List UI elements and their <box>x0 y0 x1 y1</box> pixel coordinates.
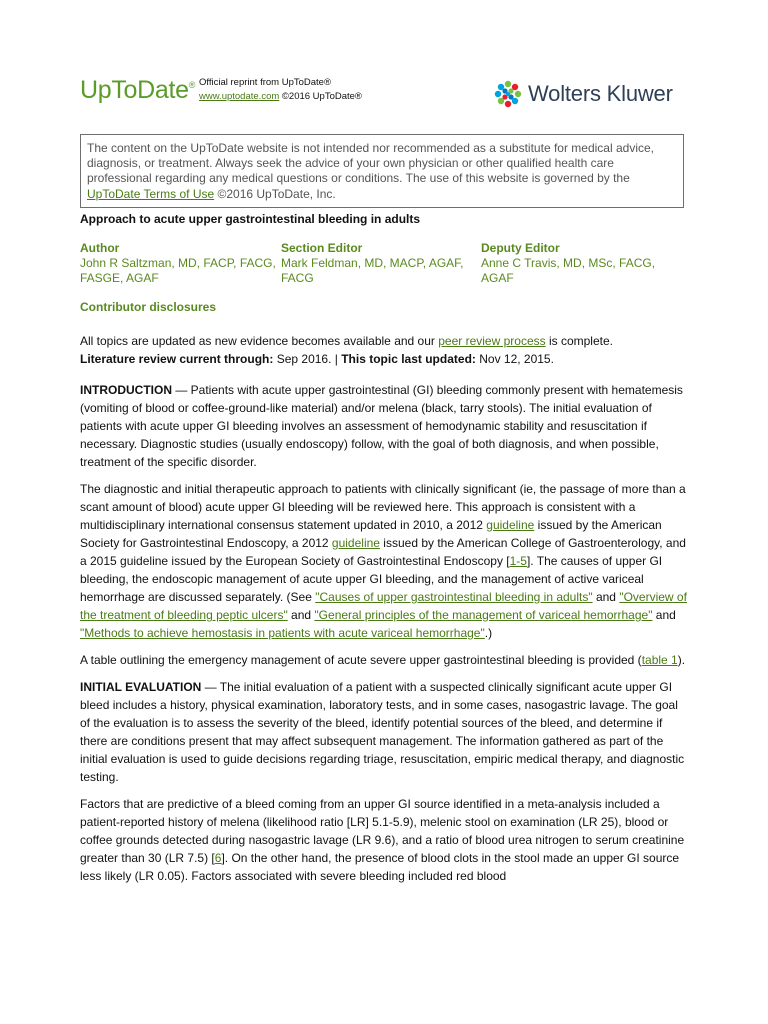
reprint-line: Official reprint from UpToDate® <box>199 77 331 88</box>
see-link-hemostasis[interactable]: "Methods to achieve hemostasis in patients with acute variceal hemorrhage" <box>80 626 485 640</box>
deputy-editor-names: Anne C Travis, MD, MSc, FACG, AGAF <box>481 256 656 285</box>
guideline-link-acg[interactable]: guideline <box>331 536 380 550</box>
section-editor-label: Section Editor <box>281 241 363 255</box>
ref-link-1-5[interactable]: 1-5 <box>509 554 527 568</box>
terms-of-use-link[interactable]: UpToDate Terms of Use <box>87 186 215 201</box>
reprint-header <box>0 0 768 120</box>
disclaimer-box: The content on the UpToDate website is not intended nor recommended as a substitute for medical advice, diagnosis, or treatment. Always seek the advice of your own physician or other qualified health care professional regarding any medical questions or conditions. The use of this website is governed by the UpToDate Terms of Use ©2016 UpToDate, Inc. <box>80 134 684 208</box>
table-1-link[interactable]: table 1 <box>641 653 678 667</box>
reprint-info <box>199 76 362 104</box>
guideline-link-asge[interactable]: guideline <box>486 518 535 532</box>
initial-eval-paragraph-2: Factors that are predictive of a bleed coming from an upper GI source identified in a meta-analysis included a patient-reported history of melena (likelihood ratio [LR] 5.1-5.9), melenic stool on examination (LR 25), blood or coffee grounds detected during nasogastric lavage (LR 9.6), and a ratio of blood urea nitrogen to serum creatinine greater than 30 (LR 7.5) [6]. On the other hand, the presence of blood clots in the stool made an upper GI source less likely (LR 0.05). Factors associated with severe bleeding included red blood <box>80 797 685 883</box>
intro-paragraph-3: A table outlining the emergency management of acute severe upper gastrointestinal bleeding is provided (table 1). <box>80 653 686 667</box>
publisher-name: Wolters Kluwer <box>528 81 673 106</box>
see-link-variceal-management[interactable]: "General principles of the management of variceal hemorrhage" <box>314 608 653 622</box>
site-link[interactable]: www.uptodate.com <box>199 91 280 102</box>
deputy-editor-label: Deputy Editor <box>481 241 560 255</box>
intro-paragraph-1: INTRODUCTION — Patients with acute upper gastrointestinal (GI) bleeding commonly present with hematemesis (vomiting of blood or coffee-ground-like material) and/or melena (black, tarry stools). The initial evaluation of patients with acute upper GI bleeding involves an assessment of hemodynamic stability and resuscitation if necessary. Diagnostic studies (usually endoscopy) follow, with the goal of both diagnosis, and when possible, treatment of the specific disorder. <box>80 383 683 469</box>
initial-eval-heading: INITIAL EVALUATION <box>80 680 202 694</box>
author-label: Author <box>80 241 120 255</box>
uptodate-logo: UpToDate® <box>80 76 196 104</box>
author-block <box>80 241 690 286</box>
wolters-kluwer-logo <box>492 76 673 112</box>
initial-eval-paragraph-1: INITIAL EVALUATION — The initial evaluation of a patient with a suspected clinically significant acute upper GI bleed includes a history, physical examination, laboratory tests, and in some cases, nasogastric lavage. The goal of the evaluation is to assess the severity of the bleed, identify potential sources of the bleed, and determine if there are conditions present that may affect subsequent management. The information gathered as part of the initial evaluation is used to guide decisions regarding triage, resuscitation, empiric medical therapy, and diagnostic testing. <box>80 680 685 784</box>
copyright: ©2016 UpToDate® <box>281 91 362 102</box>
ref-link-6[interactable]: 6 <box>214 851 222 865</box>
see-link-causes[interactable]: "Causes of upper gastrointestinal bleeding in adults" <box>315 590 593 604</box>
peer-review-link[interactable]: peer review process <box>438 334 546 348</box>
author-column <box>80 241 281 286</box>
update-notice: All topics are updated as new evidence becomes available and our peer review process is complete. Literature review current through: Sep 2016. | This topic last updated: Nov 12, 2015. <box>80 334 613 366</box>
intro-paragraph-2: The diagnostic and initial therapeutic approach to patients with clinically significant (ie, the passage of more than a scant amount of blood) acute upper GI bleeding will be reviewed here. This approach is consistent with a multidisciplinary international consensus statement updated in 2010, a 2012 guideline issued by the American Society for Gastrointestinal Endoscopy, a 2012 guideline issued by the American College of Gastroenterology, and a 2015 guideline issued by the European Society of Gastrointestinal Endoscopy [1-5]. The causes of upper GI bleeding, the endoscopic management of acute upper GI bleeding, and the management of active variceal hemorrhage are discussed separately. (See "Causes of upper gastrointestinal bleeding in adults" and "Overview of the treatment of bleeding peptic ulcers" and "General principles of the management of variceal hemorrhage" and "Methods to achieve hemostasis in patients with acute variceal hemorrhage".) <box>80 482 687 640</box>
deputy-editor-column <box>481 241 690 286</box>
section-editor-names: Mark Feldman, MD, MACP, AGAF, FACG <box>281 256 464 285</box>
article-title: Approach to acute upper gastrointestinal bleeding in adults <box>80 212 421 226</box>
see-link-peptic-ulcers[interactable]: "Overview of the treatment of bleeding peptic ulcers" <box>80 590 687 622</box>
intro-heading: INTRODUCTION <box>80 383 172 397</box>
section-editor-column <box>281 241 481 286</box>
author-names: John R Saltzman, MD, FACP, FACG, FASGE, AGAF <box>80 256 276 285</box>
article <box>80 212 690 894</box>
contributor-disclosures-link[interactable]: Contributor disclosures <box>80 300 217 314</box>
wk-globe-icon <box>492 78 524 110</box>
